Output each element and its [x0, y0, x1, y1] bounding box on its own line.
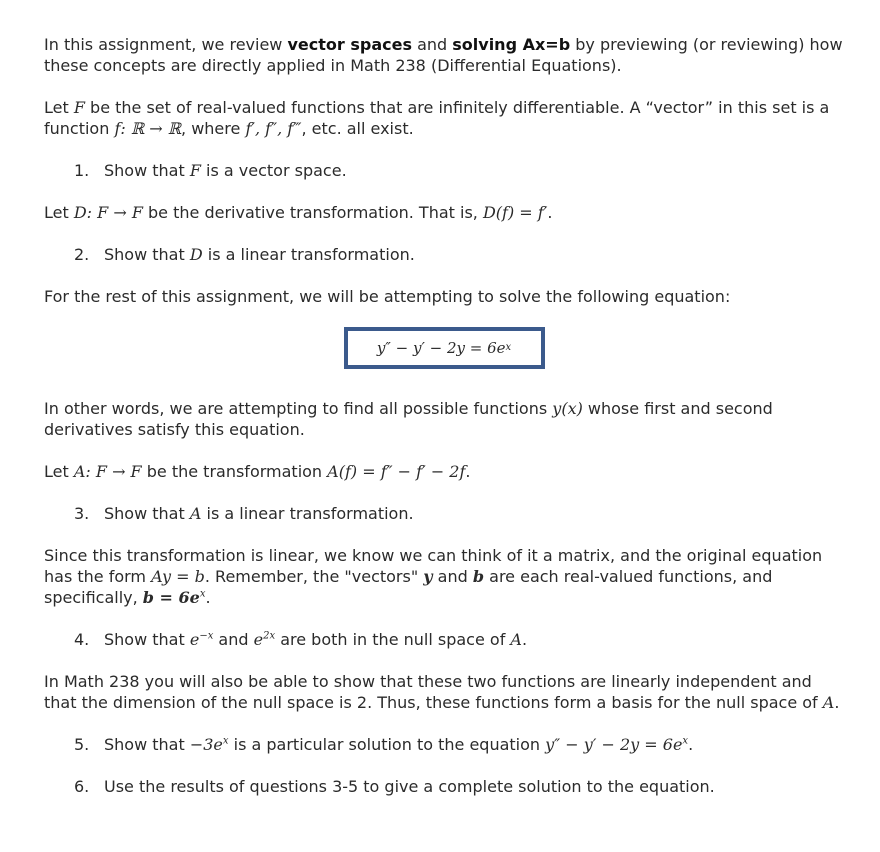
set-a-paragraph	[44, 461, 844, 482]
q4-text-2: and	[213, 630, 254, 649]
q4-math-A: A	[510, 630, 522, 649]
set-d-text-3: .	[547, 203, 553, 222]
q1-math-F: F	[189, 161, 201, 180]
intro-text-2: and	[411, 35, 453, 54]
math-fmap: f: ℝ → ℝ	[114, 119, 182, 138]
q2-math-D: D	[189, 245, 203, 264]
question-1-body	[104, 160, 347, 181]
q1-text-2: is a vector space.	[200, 161, 347, 180]
q1-text-1: Show that	[104, 161, 190, 180]
q4-math-e1-exp: −x	[199, 630, 214, 642]
math238-text-1: In Math 238 you will also be able to show that these two functions are linearly independent and that the dimension of the null space is 2. Thus, these functions form a basis for the null space of	[44, 672, 823, 712]
intro-text-3: by previewing (or reviewing) how these concepts are directly applied in Math 238 (Differential Equations).	[44, 35, 843, 75]
math-D-eq: D(f) = f′	[482, 203, 548, 222]
q4-text-4: .	[521, 630, 528, 649]
q3-math-A: A	[189, 504, 202, 523]
equation-box-wrapper	[44, 327, 844, 371]
question-2	[74, 244, 844, 265]
q5-text-1: Show that	[104, 735, 190, 754]
question-4-number: 4.	[74, 630, 90, 649]
question-2-number: 2.	[74, 245, 90, 264]
set-a-text-3: .	[465, 462, 471, 481]
question-3-number: 3.	[74, 504, 90, 523]
q4-text-3: are both in the null space of	[275, 630, 511, 649]
question-3-body	[104, 503, 414, 524]
math-bold-b: b	[472, 567, 485, 586]
question-4	[74, 629, 844, 650]
question-3	[74, 503, 844, 524]
since-text-2: . Remember, the "vectors"	[204, 567, 424, 586]
math238-math-A: A	[822, 693, 835, 712]
other-text-1: In other words, we are attempting to find all possible functions	[44, 399, 553, 418]
other-words-paragraph	[44, 398, 844, 440]
q2-text-2: is a linear transformation.	[202, 245, 415, 264]
math-yx: y(x)	[552, 399, 583, 418]
set-d-paragraph	[44, 202, 844, 223]
question-5-body	[104, 734, 693, 755]
question-1-number: 1.	[74, 161, 90, 180]
set-a-text-2: be the transformation	[141, 462, 328, 481]
set-f-paragraph	[44, 97, 844, 139]
set-f-text-3: , where	[181, 119, 246, 138]
question-6	[74, 776, 844, 797]
set-f-text-2: be the set of real-valued functions that are infinitely differentiable. A “vector” in this set is a function	[44, 98, 830, 138]
q5-math-eq: y″ − y′ − 2y = 6e	[545, 735, 683, 754]
q3-text-1: Show that	[104, 504, 190, 523]
since-text-3: and	[432, 567, 473, 586]
question-5-number: 5.	[74, 735, 90, 754]
math-b-exponent: x	[199, 588, 206, 600]
math-derivs: f′, f″, f‴	[245, 119, 302, 138]
intro-text-1: In this assignment, we review	[44, 35, 288, 54]
q4-math-e1: e	[189, 630, 200, 649]
question-6-number: 6.	[74, 777, 90, 796]
set-d-text-2: be the derivative transformation. That is,	[142, 203, 483, 222]
intro-bold-vector-spaces: vector spaces	[287, 35, 412, 54]
since-paragraph	[44, 545, 844, 608]
q4-math-e2: e	[253, 630, 264, 649]
question-5	[74, 734, 844, 755]
since-text-4: are each real-valued functions, and specifically,	[44, 567, 773, 607]
intro-paragraph	[44, 34, 844, 76]
q4-math-e2-exp: 2x	[263, 630, 276, 642]
math-A-eq: A(f) = f″ − f′ − 2f	[327, 462, 466, 481]
q4-text-1: Show that	[104, 630, 190, 649]
intro-bold-solving: solving Ax=b	[452, 35, 571, 54]
set-d-text-1: Let	[44, 203, 74, 222]
question-6-body: Use the results of questions 3-5 to give a complete solution to the equation.	[104, 777, 715, 796]
q5-text-3: .	[688, 735, 694, 754]
question-4-body	[104, 629, 527, 650]
math-A-map: A: F → F	[73, 462, 142, 481]
math-Ayb: Ay = b	[151, 567, 205, 586]
rest-paragraph: For the rest of this assignment, we will be attempting to solve the following equation:	[44, 287, 731, 306]
boxed-equation: y″ − y′ − 2y = 6e x	[344, 327, 545, 369]
q3-text-2: is a linear transformation.	[201, 504, 414, 523]
boxed-equation-lhs: y″ − y′ − 2y = 6e	[376, 339, 506, 357]
math-D-map: D: F → F	[73, 203, 143, 222]
question-2-body	[104, 244, 415, 265]
set-a-text-1: Let	[44, 462, 74, 481]
since-text-5: .	[205, 588, 211, 607]
math-b-eq: b = 6e	[142, 588, 200, 607]
q5-math-particular-exp: x	[222, 735, 229, 747]
q5-math-particular: −3e	[189, 735, 223, 754]
q2-text-1: Show that	[104, 245, 190, 264]
q5-text-2: is a particular solution to the equation	[228, 735, 546, 754]
question-1	[74, 160, 844, 181]
q5-math-eq-exp: x	[682, 735, 689, 747]
set-f-text-4: , etc. all exist.	[301, 119, 414, 138]
math238-paragraph	[44, 671, 844, 713]
math238-text-2: .	[834, 693, 840, 712]
math-bold-y: y	[423, 567, 433, 586]
assignment-document	[44, 34, 844, 797]
other-text-2: whose first and second derivatives satisfy this equation.	[44, 399, 773, 439]
math-F: F	[73, 98, 85, 117]
since-text-1: Since this transformation is linear, we know we can think of it a matrix, and the original equation has the form	[44, 546, 823, 586]
set-f-text-1: Let	[44, 98, 74, 117]
